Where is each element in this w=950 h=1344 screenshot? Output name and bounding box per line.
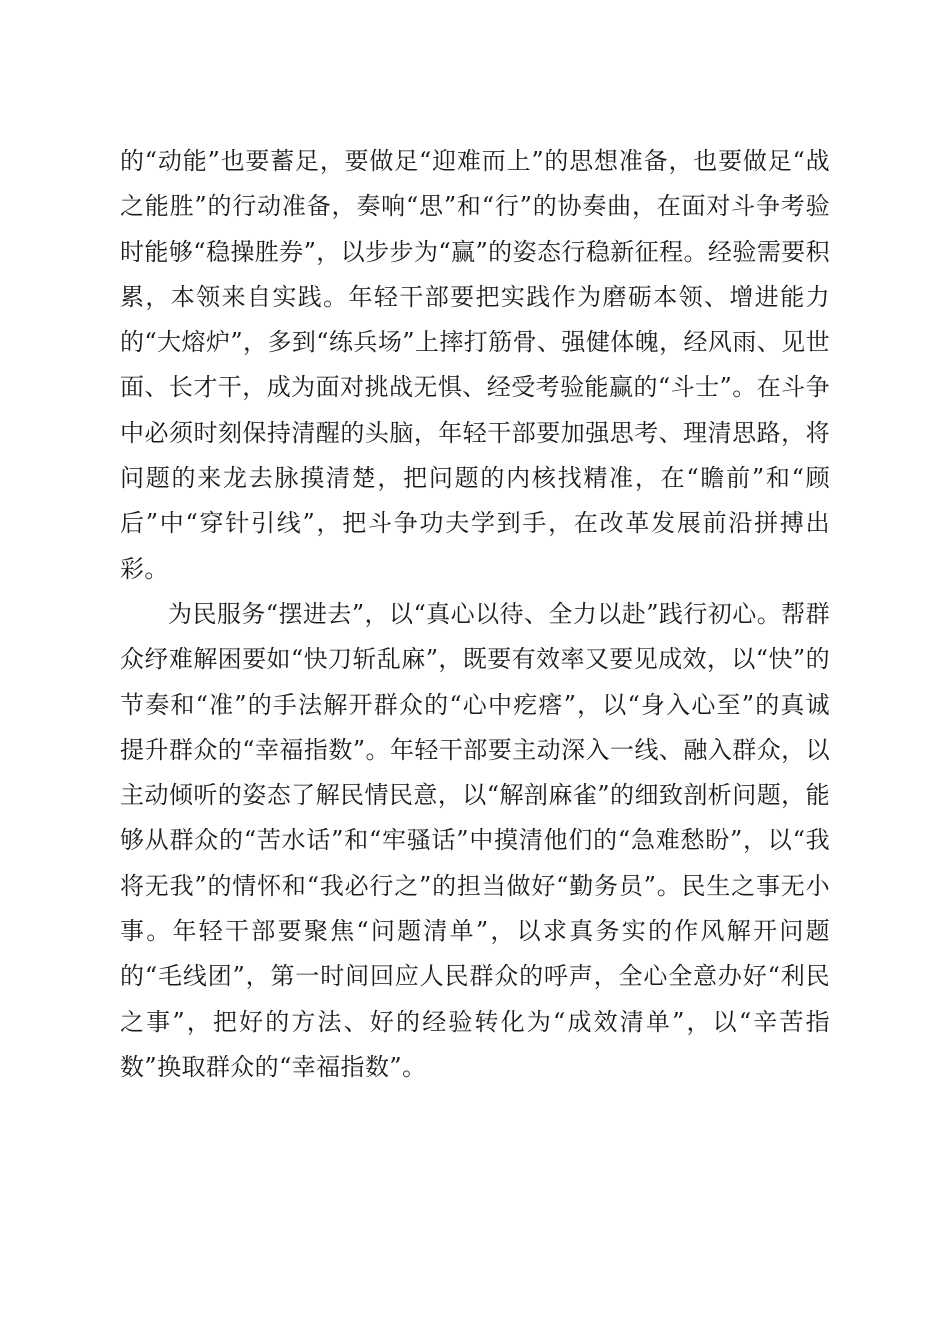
document-body xyxy=(120,139,830,1090)
paragraph-1: 的“动能”也要蓄足，要做足“迎难而上”的思想准备，也要做足“战之能胜”的行动准备，奏响“思”和“行”的协奏曲，在面对斗争考验时能够“稳操胜券”，以步步为“赢”的姿态行稳新征程。经验需要积累，本领来自实践。年轻干部要把实践作为磨砺本领、增进能力的“大熔炉”，多到“练兵场”上摔打筋骨、强健体魄，经风雨、见世面、长才干，成为面对挑战无惧、经受考验能赢的“斗士”。在斗争中必须时刻保持清醒的头脑，年轻干部要加强思考、理清思路，将问题的来龙去脉摸清楚，把问题的内核找精准，在“瞻前”和“顾后”中“穿针引线”，把斗争功夫学到手，在改革发展前沿拼搏出彩。 xyxy=(120,147,830,583)
paragraph-2: 为民服务“摆进去”，以“真心以待、全力以赴”践行初心。帮群众纾难解困要如“快刀斩乱麻”，既要有效率又要见成效，以“快”的节奏和“准”的手法解开群众的“心中疙瘩”，以“身入心至”的真诚提升群众的“幸福指数”。年轻干部要主动深入一线、融入群众，以主动倾听的姿态了解民情民意，以“解剖麻雀”的细致剖析问题，能够从群众的“苦水话”和“牢骚话”中摸清他们的“急难愁盼”，以“我将无我”的情怀和“我必行之”的担当做好“勤务员”。民生之事无小事。年轻干部要聚焦“问题清单”，以求真务实的作风解开问题的“毛线团”，第一时间回应人民群众的呼声，全心全意办好“利民之事”，把好的方法、好的经验转化为“成效清单”，以“辛苦指数”换取群众的“幸福指数”。 xyxy=(120,599,830,1081)
